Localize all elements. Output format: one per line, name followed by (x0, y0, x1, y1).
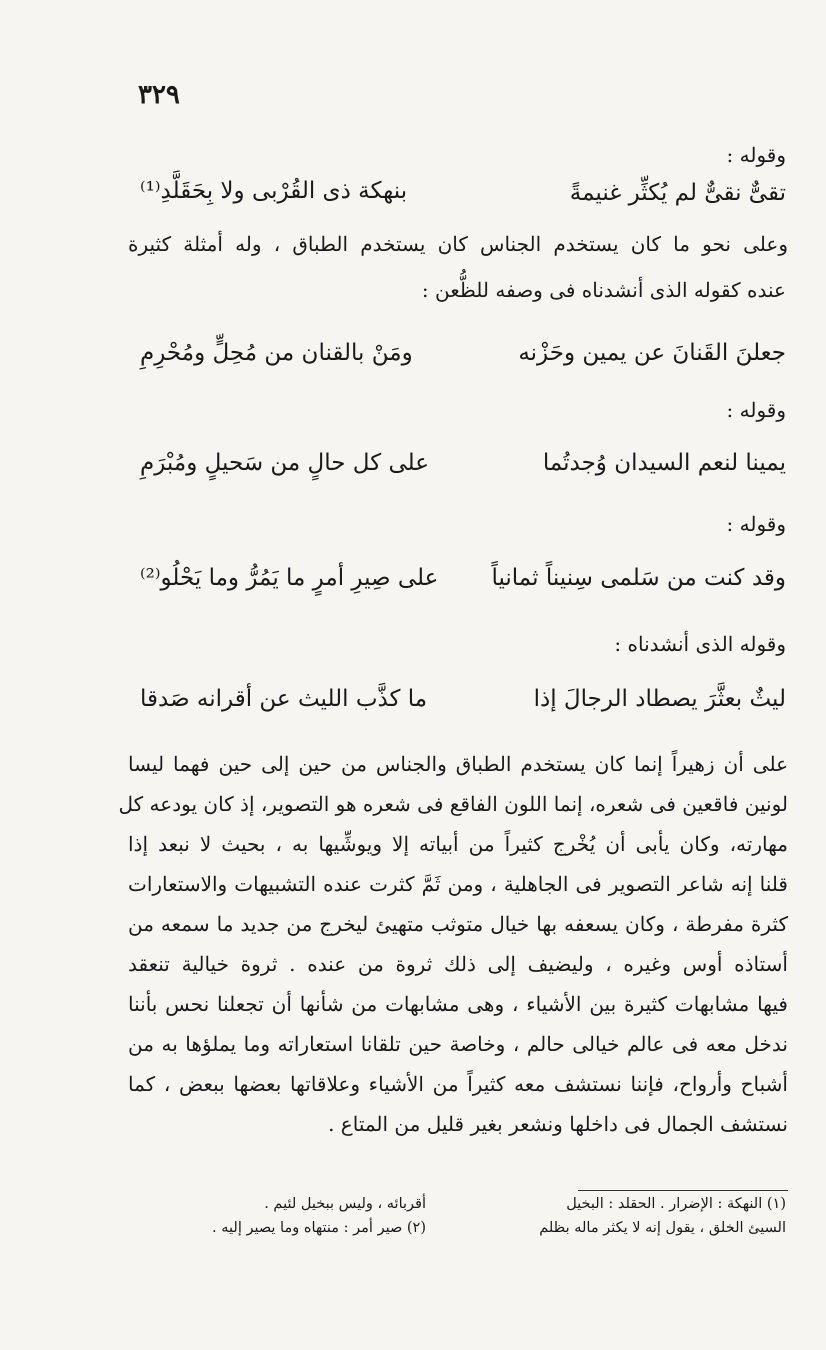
verse-first-hemistich: يمينا لنعم السيدان وُجدتُما (542, 450, 786, 476)
verse-intro: وقوله : (726, 512, 786, 536)
verse-first-hemistich: تقىٌّ نقىٌّ لم يُكثِّر غنيمةً (569, 180, 786, 206)
verse-intro: وقوله : (726, 143, 786, 167)
prose-line: كثرة مفرطة ، وكان يسعفه بها خيال متوثب متهيئ ليخرج من جديد ما سمعه من (128, 912, 788, 936)
verse-intro: وقوله الذى أنشدناه : (614, 632, 786, 656)
verse-second-hemistich: ومَنْ بالقنان من مُحِلٍّ ومُحْرِمِ (140, 340, 413, 366)
prose-line: ندخل معه فى عالم خيالى حالم ، وخاصة حين تلقانا استعاراته وما يملؤها به من (128, 1032, 788, 1056)
prose-line: وعلى نحو ما كان يستخدم الجناس كان يستخدم الطباق ، وله أمثلة كثيرة (128, 232, 788, 256)
verse-second-hemistich: بنهكة ذى القُرْبى ولا بِحَقَلَّدِ⁽¹⁾ (140, 178, 408, 204)
prose-line: أستاذه أوس وغيره ، وليضيف إلى ذلك ثروة من عنده . ثروة خيالية تنعقد (128, 952, 788, 976)
footnote-divider (578, 1190, 788, 1191)
prose-line: قلنا إنه شاعر التصوير فى الجاهلية ، ومن ثَمَّ كثرت عنده التشبيهات والاستعارات (128, 872, 788, 896)
footnote-2: (٢) صير أمر : منتهاه وما يصير إليه . (212, 1220, 426, 1236)
prose-line: فيها مشابهات كثيرة بين الأشياء ، وهى مشابهات من شأنها أن تجعلنا نحس بأننا (128, 992, 788, 1016)
prose-line: أشباح وأرواح، فإننا نستشف معه كثيراً من الأشياء وعلاقاتها بعضها ببعض ، كما (128, 1072, 788, 1096)
verse-second-hemistich: على كل حالٍ من سَحيلٍ ومُبْرَمِ (140, 450, 429, 476)
verse-intro: وقوله : (726, 398, 786, 422)
verse-first-hemistich: ليثٌ بعثَّرَ يصطاد الرجالَ إذا (533, 686, 786, 712)
footnote-1-continued: السيئ الخلق ، يقول إنه لا يكثر ماله بظلم (539, 1220, 786, 1236)
footnote-1-continued: أقربائه ، وليس ببخيل لئيم . (264, 1196, 426, 1212)
prose-line: مهارته، وكان يأبى أن يُخْرج كثيراً من أبياته إلا ويوشِّيها به ، بحيث لا نبعد إذا (128, 832, 788, 856)
page-number: ٣٢٩ (138, 80, 180, 110)
verse-second-hemistich: على صِيرِ أمرٍ ما يَمُرُّ وما يَحْلُو⁽²⁾ (140, 565, 439, 591)
verse-first-hemistich: جعلنَ القَنانَ عن يمين وحَزْنه (518, 340, 786, 366)
prose-line: على أن زهيراً إنما كان يستخدم الطباق والجناس من حين إلى حين فهما ليسا (128, 752, 788, 776)
prose-line: عنده كقوله الذى أنشدناه فى وصفه للظُّعن : (421, 278, 786, 302)
prose-line: نستشف الجمال فى داخلها ونشعر بغير قليل من المتاع . (328, 1112, 788, 1136)
verse-second-hemistich: ما كذَّب الليث عن أقرانه صَدقا (140, 686, 428, 712)
prose-line: لونين فاقعين فى شعره، إنما اللون الفاقع فى شعره هو التصوير، إذ كان يودعه كل (118, 792, 788, 816)
verse-first-hemistich: وقد كنت من سَلمى سِنيناً ثمانياً (491, 565, 786, 591)
footnote-1: (١) النهكة : الإضرار . الحقلد : البخيل (566, 1196, 786, 1212)
